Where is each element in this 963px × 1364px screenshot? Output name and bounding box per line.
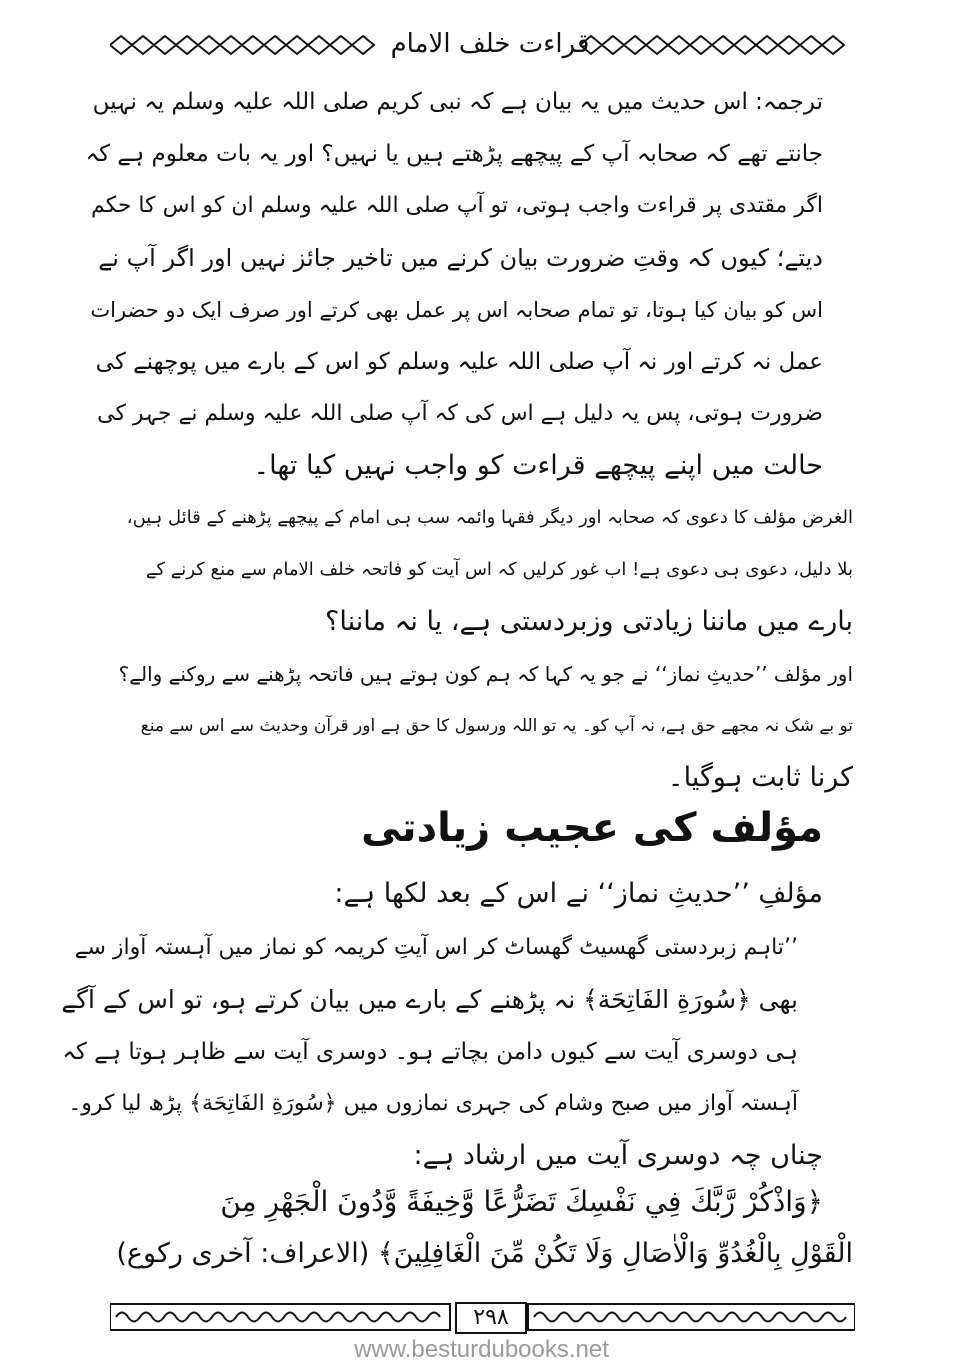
paragraph-line: الغرض مؤلف کا دعوی کہ صحابہ اور دیگر فقہا وائمہ سب ہی امام کے پیچھے پڑھنے کے قائل ہیں،	[126, 507, 853, 528]
translation-line: دیتے؛ کیوں کہ وقتِ ضرورت بیان کرنے میں تاخیر جائز نہیں اور اگر آپ نے	[98, 244, 823, 272]
quote-line: بھی ﴿سُورَةِ الفَاتِحَة﴾ نہ پڑھنے کے بارے میں بیان کرتے ہو، تو اس کے آگے	[61, 985, 798, 1014]
translation-line: اس کو بیان کیا ہوتا، تو تمام صحابہ اس پر عمل بھی کرتے اور صرف ایک دو حضرات	[90, 298, 823, 322]
paragraph-line: اور مؤلف ’’حدیثِ نماز‘‘ نے جو یہ کہا کہ ہم کون ہوتے ہیں فاتحہ پڑھنے سے روکنے والے؟	[118, 662, 853, 686]
header-ornament-right	[580, 34, 850, 56]
translation-line: ضرورت ہوتی، پس یہ دلیل ہے اس کی کہ آپ صلی اللہ علیہ وسلم نے جہر کی	[97, 401, 823, 426]
header-ornament-left	[110, 34, 380, 56]
footer-bar	[110, 1302, 855, 1332]
quran-verse-line: ﴿وَاذْكُرْ رَّبَّكَ فِي نَفْسِكَ تَضَرُّعًا وَّخِيفَةً وَّدُونَ الْجَهْرِ مِنَ	[220, 1185, 823, 1218]
section-heading: مؤلف کی عجیب زیادتی	[361, 805, 823, 851]
paragraph-line: بارے میں ماننا زیادتی وزبردستی ہے، یا نہ ماننا؟	[325, 606, 853, 637]
paragraph-line: بلا دلیل، دعوی ہی دعوی ہے! اب غور کرلیں کہ اس آیت کو فاتحہ خلف الامام سے منع کرنے کے	[145, 559, 853, 580]
translation-line: ترجمہ: اس حدیث میں یہ بیان ہے کہ نبی کریم صلی اللہ علیہ وسلم یہ نہیں	[92, 89, 823, 115]
running-header-title: قراءت خلف الامام	[390, 29, 590, 59]
translation-line: اگر مقتدی پر قراءت واجب ہوتی، تو آپ صلی اللہ علیہ وسلم ان کو اس کا حکم	[91, 193, 823, 218]
quote-line: ’’تاہم زبردستی گھسیٹ گھساٹ کر اس آیتِ کریمہ کو نماز میں آہستہ آواز سے	[74, 935, 798, 960]
quote-line: آہستہ آواز میں صبح وشام کی جہری نمازوں میں ﴿سُورَةِ الفَاتِحَة﴾ پڑھ لیا کرو۔	[68, 1091, 798, 1116]
website-watermark[interactable]: www.besturdubooks.net	[354, 1336, 609, 1363]
quote-line: ہی دوسری آیت سے کیوں دامن بچاتے ہو۔ دوسری آیت سے ظاہر ہوتا ہے کہ	[62, 1039, 798, 1065]
paragraph-line: کرنا ثابت ہوگیا۔	[667, 762, 853, 793]
verse-lead: چناں چہ دوسری آیت میں ارشاد ہے:	[413, 1140, 823, 1171]
page-number: ۲۹۸	[455, 1302, 527, 1334]
translation-line: حالت میں اپنے پیچھے قراءت کو واجب نہیں کیا تھا۔	[253, 450, 823, 481]
translation-line: عمل نہ کرتے اور نہ آپ صلی اللہ علیہ وسلم کو اس کے بارے میں پوچھنے کی	[95, 349, 823, 375]
section-intro: مؤلفِ ’’حدیثِ نماز‘‘ نے اس کے بعد لکھا ہے:	[334, 878, 823, 909]
quran-verse-line: الْقَوْلِ بِالْغُدُوِّ وَالْاٰصَالِ وَلَا تَكُنْ مِّنَ الْغَافِلِينَ﴾ (الاعراف: آخری رکوع)	[116, 1238, 853, 1269]
translation-line: جانتے تھے کہ صحابہ آپ کے پیچھے پڑھتے ہیں یا نہیں؟ اور یہ بات معلوم ہے کہ	[85, 141, 823, 167]
paragraph-line: تو بے شک نہ مجھے حق ہے، نہ آپ کو۔ یہ تو اللہ ورسول کا حق ہے اور قرآن وحدیث سے اس سے منع	[140, 716, 853, 736]
